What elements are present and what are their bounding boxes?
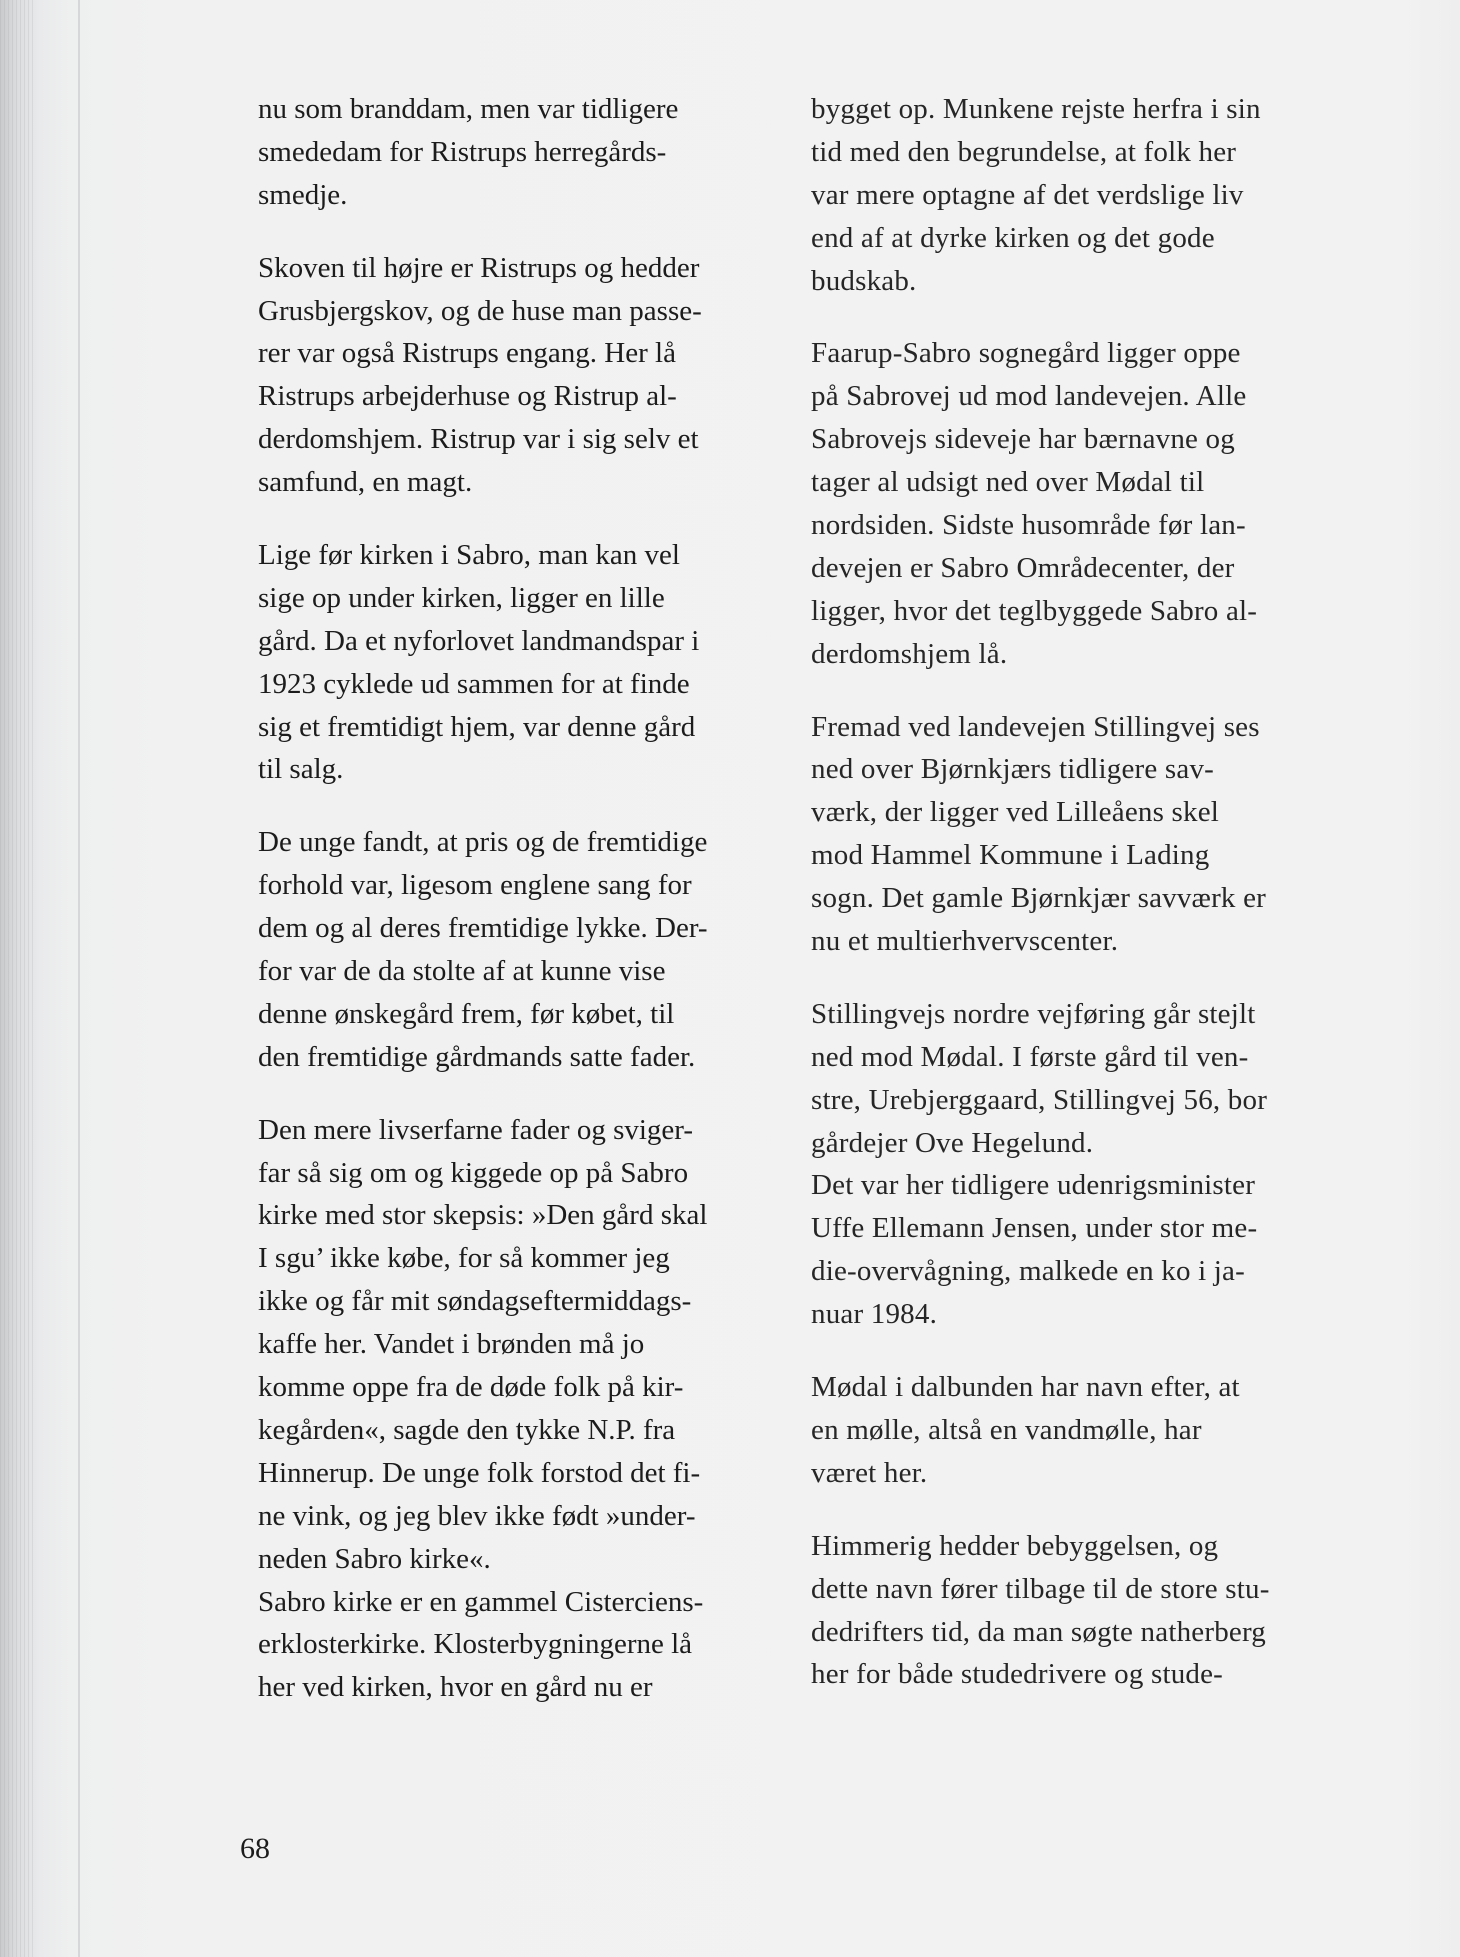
text-line: devejen er Sabro Områdecenter, der — [811, 551, 1235, 584]
text-line: værk, der ligger ved Lilleåens skel — [811, 796, 1220, 829]
text-line: dedrifters tid, da man søgte natherberg — [811, 1615, 1267, 1648]
text-line: nu som branddam, men var tidligere — [258, 93, 679, 125]
text-line: Hinnerup. De unge folk forstod det fi- — [258, 1456, 701, 1489]
text-line: Grusbjergskov, og de huse man passe- — [258, 294, 702, 327]
text-line: Uffe Ellemann Jensen, under stor me- — [811, 1212, 1258, 1245]
text-line: samfund, en magt. — [258, 466, 473, 499]
text-line: komme oppe fra de døde folk på kir- — [258, 1371, 684, 1404]
text-line: her for både studedrivere og stude- — [811, 1658, 1224, 1691]
text-line: erklosterkirke. Klosterbygningerne lå — [258, 1628, 693, 1661]
text-line: den fremtidige gårdmands satte fader. — [258, 1040, 696, 1073]
text-line: smededam for Ristrups herregårds- — [258, 135, 667, 168]
text-line: sogn. Det gamle Bjørnkjær savværk er — [811, 882, 1267, 915]
text-line: til salg. — [258, 753, 344, 786]
text-line: neden Sabro kirke«. — [258, 1542, 491, 1575]
text-line: Faarup-Sabro sognegård ligger oppe — [811, 337, 1241, 370]
text-line: Fremad ved landevejen Stillingvej ses — [811, 710, 1260, 743]
text-line: ned over Bjørnkjærs tidligere sav- — [811, 753, 1215, 786]
text-line: smedje. — [258, 178, 348, 211]
text-line: De unge fandt, at pris og de fremtidige — [258, 826, 708, 859]
text-line: nuar 1984. — [811, 1298, 938, 1331]
text-line: die-overvågning, malkede en ko i ja- — [811, 1255, 1245, 1288]
text-line: Sabrovejs sideveje har bærnavne og — [811, 423, 1235, 456]
text-line: på Sabrovej ud mod landevejen. Alle — [811, 380, 1247, 413]
text-line: dem og al deres fremtidige lykke. Der- — [258, 912, 708, 945]
text-line: en mølle, altså en vandmølle, har — [811, 1413, 1202, 1446]
paragraph — [811, 1525, 1341, 1697]
text-line: mod Hammel Kommune i Lading — [811, 839, 1210, 872]
text-line: Det var her tidligere udenrigsminister — [811, 1169, 1256, 1202]
text-line: gårdejer Ove Hegelund. — [811, 1126, 1094, 1159]
paragraph — [811, 1366, 1341, 1495]
paragraph — [258, 88, 778, 217]
text-line: ligger, hvor det teglbyggede Sabro al- — [811, 594, 1258, 627]
page-number: 68 — [240, 1832, 270, 1865]
text-line: gård. Da et nyforlovet landmandspar i — [258, 624, 700, 657]
text-line: derdomshjem lå. — [811, 637, 1008, 670]
text-line: Mødal i dalbunden har navn efter, at — [811, 1371, 1240, 1404]
page-edge — [78, 0, 80, 1957]
text-line: 1923 cyklede ud sammen for at finde — [258, 667, 690, 700]
text-line: sig et fremtidigt hjem, var denne gård — [258, 710, 696, 743]
paragraph — [258, 534, 778, 791]
text-line: ne vink, og jeg blev ikke født »under- — [258, 1499, 696, 1532]
book-gutter — [0, 0, 34, 1957]
text-line: dette navn fører tilbage til de store stu- — [811, 1572, 1270, 1605]
text-line: Skoven til højre er Ristrups og hedder — [258, 251, 700, 284]
left-text-column — [258, 88, 778, 1709]
text-line: tager al udsigt ned over Mødal til — [811, 466, 1205, 499]
text-line: Himmerig hedder bebyggelsen, og — [811, 1529, 1219, 1562]
text-line: for var de da stolte af at kunne vise — [258, 955, 666, 988]
paragraph — [811, 332, 1341, 675]
text-line: bygget op. Munkene rejste herfra i sin — [811, 93, 1261, 125]
right-text-column — [811, 88, 1341, 1696]
text-line: ned mod Mødal. I første gård til ven- — [811, 1040, 1249, 1073]
text-line: derdomshjem. Ristrup var i sig selv et — [258, 423, 699, 456]
text-line: rer var også Ristrups engang. Her lå — [258, 337, 676, 370]
text-line: Ristrups arbejderhuse og Ristrup al- — [258, 380, 677, 413]
text-line: var mere optagne af det verdslige liv — [811, 178, 1244, 211]
text-line: Den mere livserfarne fader og sviger- — [258, 1113, 694, 1146]
paragraph — [258, 247, 778, 504]
text-line: tid med den begrundelse, at folk her — [811, 135, 1237, 168]
text-line: her ved kirken, hvor en gård nu er — [258, 1671, 653, 1704]
paragraph — [811, 706, 1341, 963]
text-line: kegården«, sagde den tykke N.P. fra — [258, 1413, 676, 1446]
text-line: Lige før kirken i Sabro, man kan vel — [258, 539, 680, 572]
text-line: Stillingvejs nordre vejføring går stejlt — [811, 997, 1256, 1030]
text-line: stre, Urebjerggaard, Stillingvej 56, bor — [811, 1083, 1268, 1116]
text-line: sige op under kirken, ligger en lille — [258, 581, 665, 614]
paragraph — [258, 821, 778, 1078]
text-line: budskab. — [811, 264, 917, 297]
text-line: denne ønskegård frem, før købet, til — [258, 997, 675, 1030]
text-line: kaffe her. Vandet i brønden må jo — [258, 1328, 645, 1361]
text-line: end af at dyrke kirken og det gode — [811, 221, 1215, 254]
text-line: nordsiden. Sidste husområde før lan- — [811, 509, 1246, 542]
text-line: I sgu’ ikke købe, for så kommer jeg — [258, 1242, 670, 1275]
text-line: ikke og får mit søndagseftermiddags- — [258, 1285, 692, 1318]
text-line: far så sig om og kiggede op på Sabro — [258, 1156, 689, 1189]
text-line: nu et multierhvervscenter. — [811, 925, 1119, 958]
text-line: kirke med stor skepsis: »Den gård skal — [258, 1199, 708, 1232]
paragraph — [258, 1109, 778, 1709]
paragraph — [811, 88, 1341, 302]
text-line: forhold var, ligesom englene sang for — [258, 869, 692, 902]
text-line: Sabro kirke er en gammel Cisterciens- — [258, 1585, 704, 1618]
paragraph — [811, 993, 1341, 1336]
text-line: været her. — [811, 1456, 928, 1489]
